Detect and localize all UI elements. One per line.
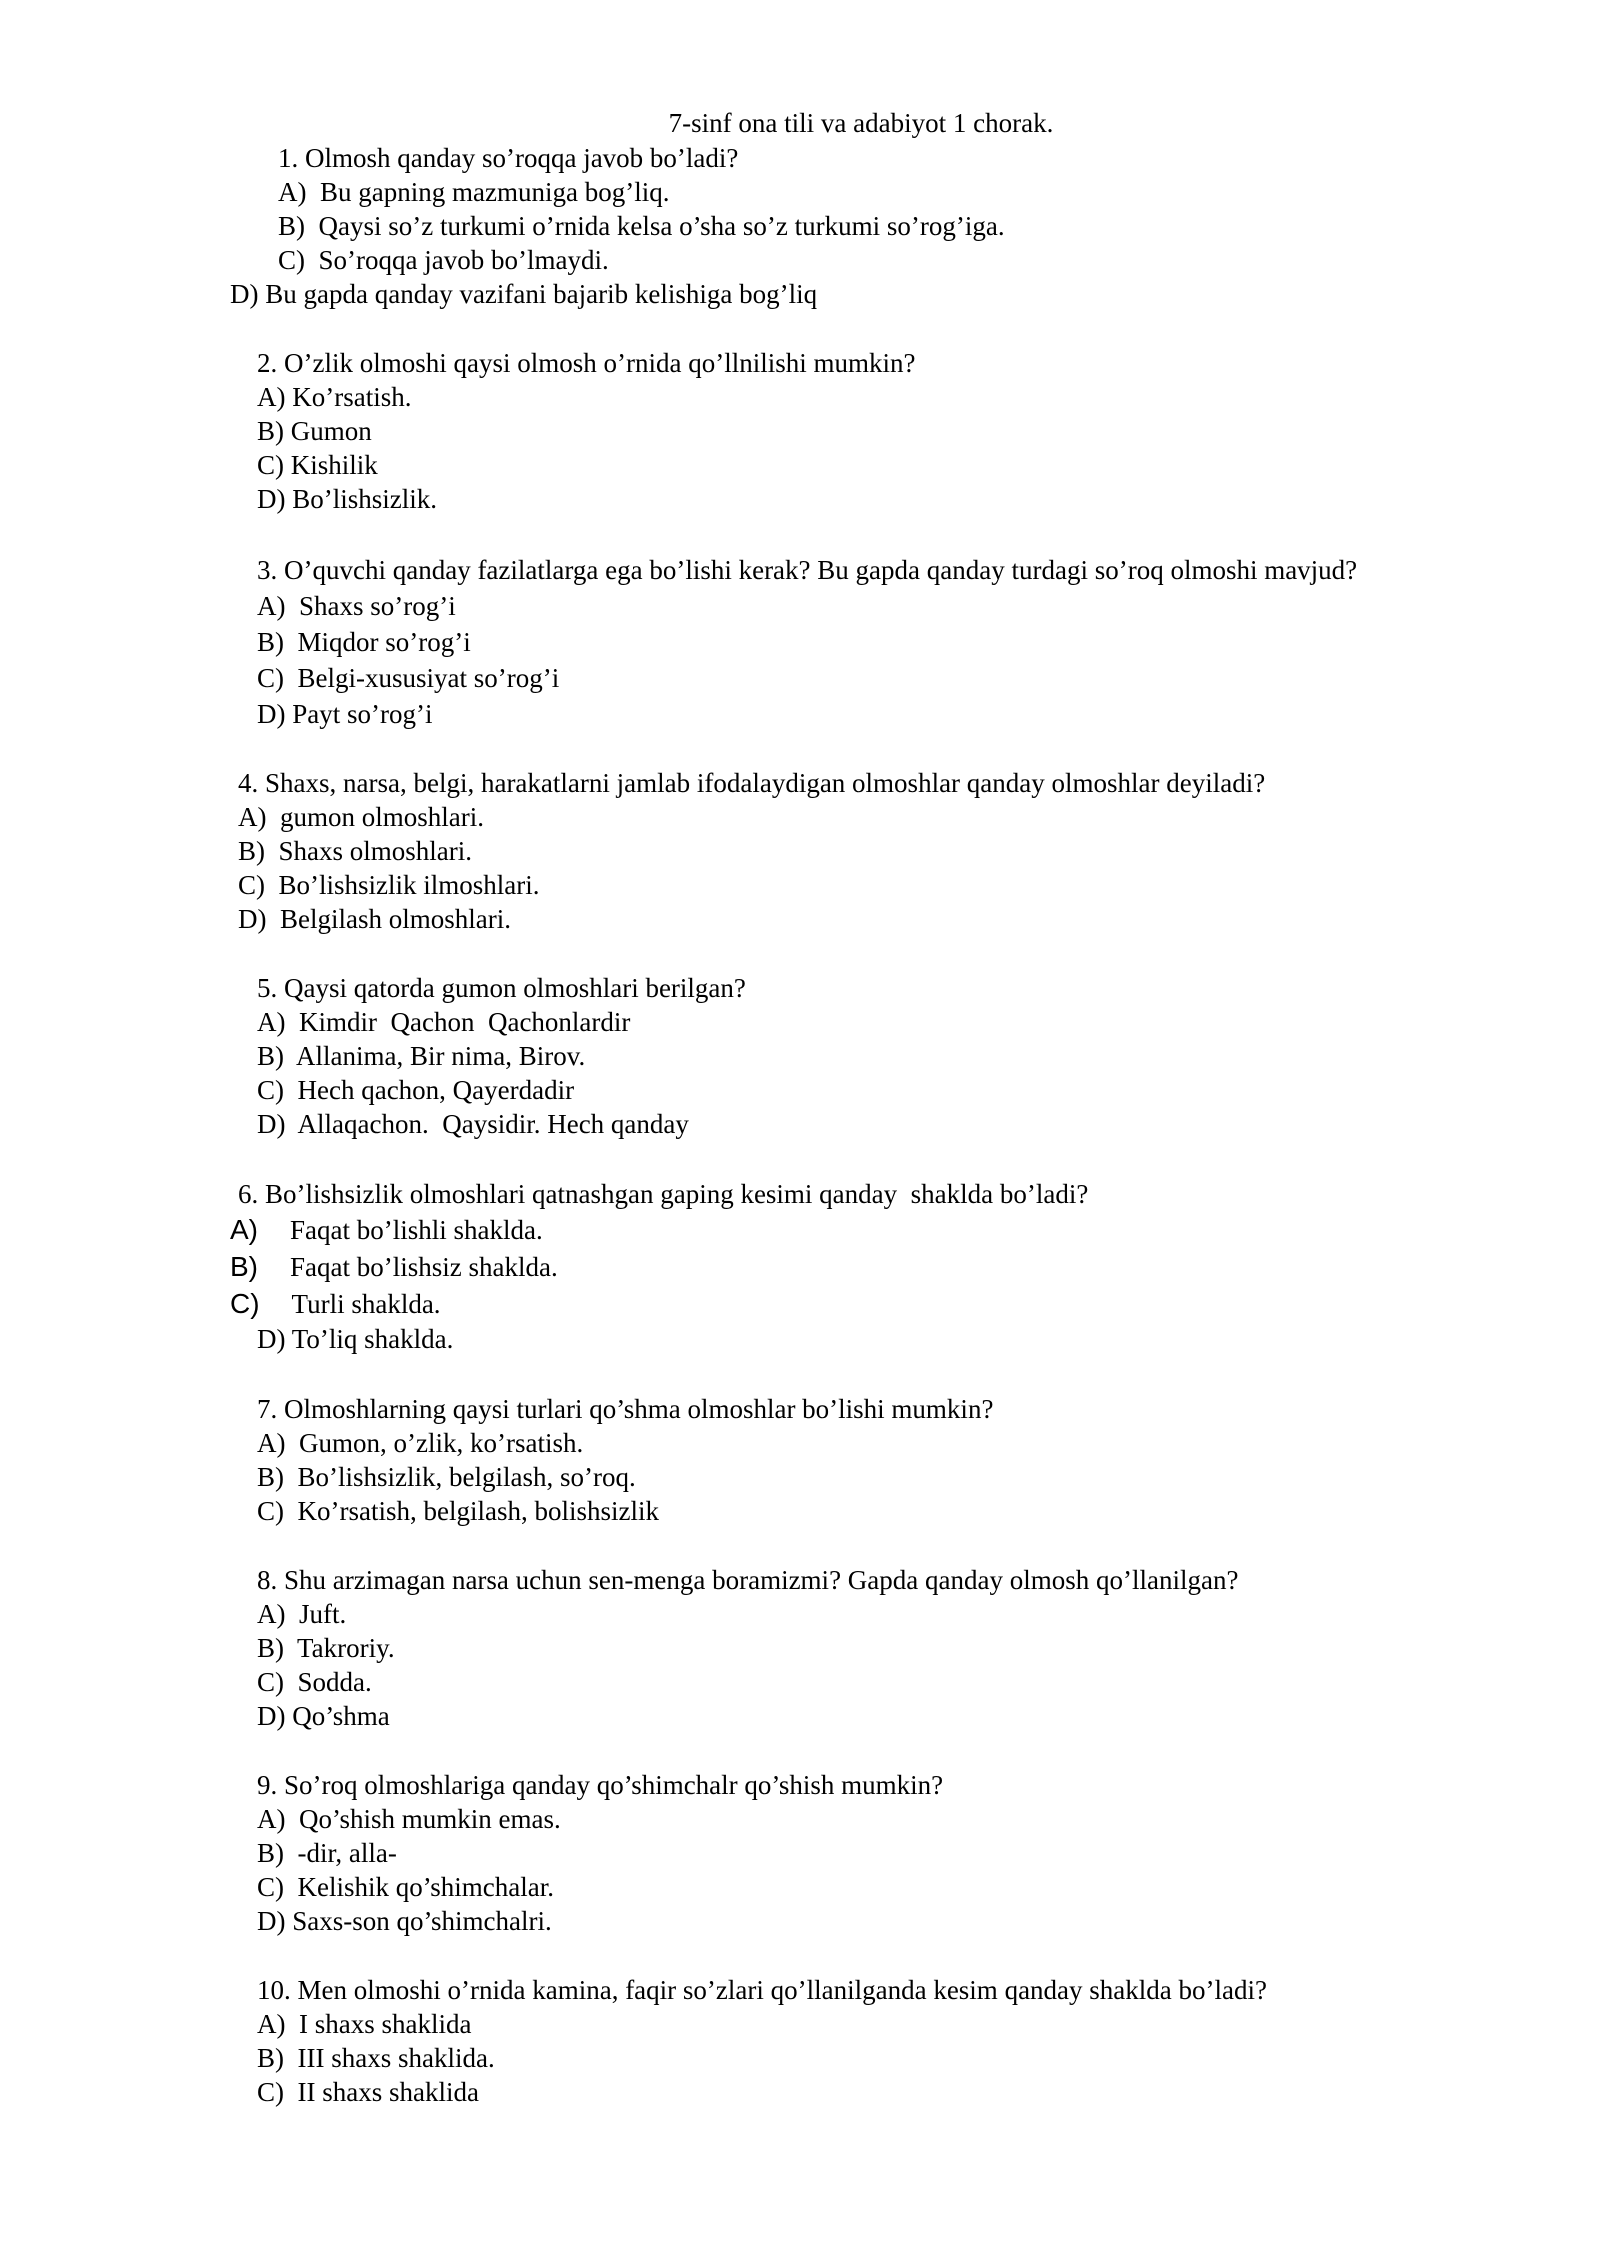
option-text: Takroriy. [297, 1633, 395, 1663]
option-text: Bo’lishsizlik ilmoshlari. [278, 870, 540, 900]
option-text: Ko’rsatish, belgilash, bolishsizlik [297, 1496, 659, 1526]
option-text: Kishilik [290, 450, 378, 480]
option-text: Bo’lishsizlik, belgilash, so’roq. [297, 1462, 636, 1492]
question-7-option-c [257, 1494, 659, 1528]
option-text: Juft. [299, 1599, 347, 1629]
option-label: A) [238, 802, 267, 832]
option-label: C) [257, 1667, 284, 1697]
question-6-option-a [230, 1213, 543, 1247]
question-7-option-b [257, 1460, 636, 1494]
option-label: D) [257, 1324, 286, 1354]
question-9-text: 9. So’roq olmoshlariga qanday qo’shimchalr qo’shish mumkin? [257, 1770, 944, 1800]
question-9-option-c [257, 1870, 554, 1904]
question-6-option-c [230, 1287, 441, 1321]
option-text: III shaxs shaklida. [297, 2043, 495, 2073]
question-10-option-b [257, 2041, 495, 2075]
question-1-text: 1. Olmosh qanday so’roqqa javob bo’ladi? [278, 143, 739, 173]
option-label: C) [230, 1288, 260, 1319]
question-9-option-b [257, 1836, 397, 1870]
option-text: So’roqqa javob bo’lmaydi. [318, 245, 609, 275]
option-label: C) [257, 1872, 284, 1902]
question-1-option-b [278, 209, 1005, 243]
question-7-text: 7. Olmoshlarning qaysi turlari qo’shma olmoshlar bo’lishi mumkin? [257, 1394, 994, 1424]
option-label: B) [257, 416, 284, 446]
question-5-option-d [257, 1107, 689, 1141]
question-9-option-d [257, 1904, 552, 1938]
option-text: Hech qachon, Qayerdadir [297, 1075, 575, 1105]
question-2-option-c [257, 448, 378, 482]
option-text: II shaxs shaklida [297, 2077, 479, 2107]
option-text: Saxs-son qo’shimchalri. [292, 1906, 552, 1936]
option-text: Kelishik qo’shimchalar. [297, 1872, 554, 1902]
option-label: B) [278, 211, 305, 241]
option-text: Miqdor so’rog’i [297, 627, 471, 657]
option-label: D) [257, 1109, 286, 1139]
question-5-option-b [257, 1039, 585, 1073]
question-4-option-d [238, 902, 511, 936]
option-text: Kimdir Qachon Qachonlardir [299, 1007, 631, 1037]
option-label: D) [257, 699, 286, 729]
option-label: B) [257, 1462, 284, 1492]
question-10-text: 10. Men olmoshi o’rnida kamina, faqir so’zlari qo’llanilganda kesim qanday shaklda bo’ladi? [257, 1975, 1267, 2005]
question-6-text: 6. Bo’lishsizlik olmoshlari qatnashgan gaping kesimi qanday shaklda bo’ladi? [238, 1179, 1089, 1209]
option-text: Payt so’rog’i [292, 699, 433, 729]
question-3-option-d [257, 697, 432, 731]
option-text: gumon olmoshlari. [280, 802, 484, 832]
question-10-option-c [257, 2075, 479, 2109]
option-text: Gumon, o’zlik, ko’rsatish. [299, 1428, 584, 1458]
question-1-option-d [230, 277, 817, 311]
option-label: D) [257, 484, 286, 514]
option-label: B) [257, 1838, 284, 1868]
question-3-text: 3. O’quvchi qanday fazilatlarga ega bo’lishi kerak? Bu gapda qanday turdagi so’roq olmoshi mavjud? [257, 555, 1358, 585]
question-4-text: 4. Shaxs, narsa, belgi, harakatlarni jamlab ifodalaydigan olmoshlar qanday olmoshlar deyiladi? [238, 768, 1266, 798]
option-text: Allaqachon. Qaysidir. Hech qanday [297, 1109, 689, 1139]
question-5-option-a [257, 1005, 630, 1039]
question-4-option-a [238, 800, 484, 834]
option-text: Qo’shish mumkin emas. [299, 1804, 561, 1834]
option-label: B) [230, 1251, 258, 1282]
question-6-option-b [230, 1250, 558, 1284]
question-8-option-c [257, 1665, 372, 1699]
option-text: Sodda. [297, 1667, 372, 1697]
option-label: A) [278, 177, 307, 207]
option-text: Bo’lishsizlik. [292, 484, 438, 514]
option-text: Shaxs so’rog’i [299, 591, 456, 621]
question-5-text: 5. Qaysi qatorda gumon olmoshlari berilgan? [257, 973, 746, 1003]
option-text: Faqat bo’lishsiz shaklda. [290, 1252, 558, 1282]
option-label: D) [230, 279, 259, 309]
question-8-option-a [257, 1597, 346, 1631]
question-2-option-d [257, 482, 437, 516]
option-label: D) [257, 1701, 286, 1731]
page-title: 7-sinf ona tili va adabiyot 1 chorak. [668, 108, 1054, 138]
option-text: I shaxs shaklida [299, 2009, 472, 2039]
option-text: Allanima, Bir nima, Birov. [296, 1041, 586, 1071]
option-text: To’liq shaklda. [291, 1324, 454, 1354]
option-label: C) [257, 663, 284, 693]
option-label: A) [257, 1599, 286, 1629]
option-label: A) [257, 1428, 286, 1458]
question-9-option-a [257, 1802, 561, 1836]
option-text: Belgilash olmoshlari. [280, 904, 511, 934]
option-label: C) [257, 1496, 284, 1526]
question-4-option-c [238, 868, 540, 902]
question-8-option-d [257, 1699, 390, 1733]
option-text: Belgi-xususiyat so’rog’i [297, 663, 560, 693]
question-3-option-b [257, 625, 471, 659]
question-6-option-d [257, 1322, 453, 1356]
option-label: A) [257, 1804, 286, 1834]
option-label: C) [257, 2077, 284, 2107]
option-label: B) [257, 2043, 284, 2073]
question-8-text: 8. Shu arzimagan narsa uchun sen-menga boramizmi? Gapda qanday olmosh qo’llanilgan? [257, 1565, 1239, 1595]
option-label: D) [238, 904, 267, 934]
option-label: A) [230, 1214, 258, 1245]
option-text: Ko’rsatish. [292, 382, 412, 412]
option-label: C) [257, 450, 284, 480]
question-2-text: 2. O’zlik olmoshi qaysi olmosh o’rnida qo’llnilishi mumkin? [257, 348, 916, 378]
option-label: B) [257, 1633, 284, 1663]
option-label: A) [257, 1007, 286, 1037]
option-label: A) [257, 2009, 286, 2039]
option-text: Gumon [290, 416, 372, 446]
option-label: B) [238, 836, 265, 866]
option-label: A) [257, 591, 286, 621]
question-8-option-b [257, 1631, 395, 1665]
question-2-option-b [257, 414, 372, 448]
option-label: A) [257, 382, 286, 412]
option-label: C) [257, 1075, 284, 1105]
option-text: Qaysi so’z turkumi o’rnida kelsa o’sha so’z turkumi so’rog’iga. [318, 211, 1005, 241]
question-2-option-a [257, 380, 411, 414]
option-label: C) [278, 245, 305, 275]
option-label: B) [257, 627, 284, 657]
option-text: Shaxs olmoshlari. [278, 836, 472, 866]
question-1-option-c [278, 243, 609, 277]
option-text: -dir, alla- [297, 1838, 397, 1868]
question-3-option-a [257, 589, 456, 623]
question-1-option-a [278, 175, 669, 209]
option-label: D) [257, 1906, 286, 1936]
option-text: Turli shaklda. [291, 1289, 441, 1319]
option-label: B) [257, 1041, 284, 1071]
option-text: Bu gapning mazmuniga bog’liq. [320, 177, 670, 207]
question-5-option-c [257, 1073, 574, 1107]
question-4-option-b [238, 834, 472, 868]
question-3-option-c [257, 661, 559, 695]
option-text: Faqat bo’lishli shaklda. [290, 1215, 543, 1245]
question-7-option-a [257, 1426, 583, 1460]
option-text: Qo’shma [292, 1701, 390, 1731]
option-label: C) [238, 870, 265, 900]
option-text: Bu gapda qanday vazifani bajarib kelishiga bog’liq [265, 279, 818, 309]
question-10-option-a [257, 2007, 471, 2041]
